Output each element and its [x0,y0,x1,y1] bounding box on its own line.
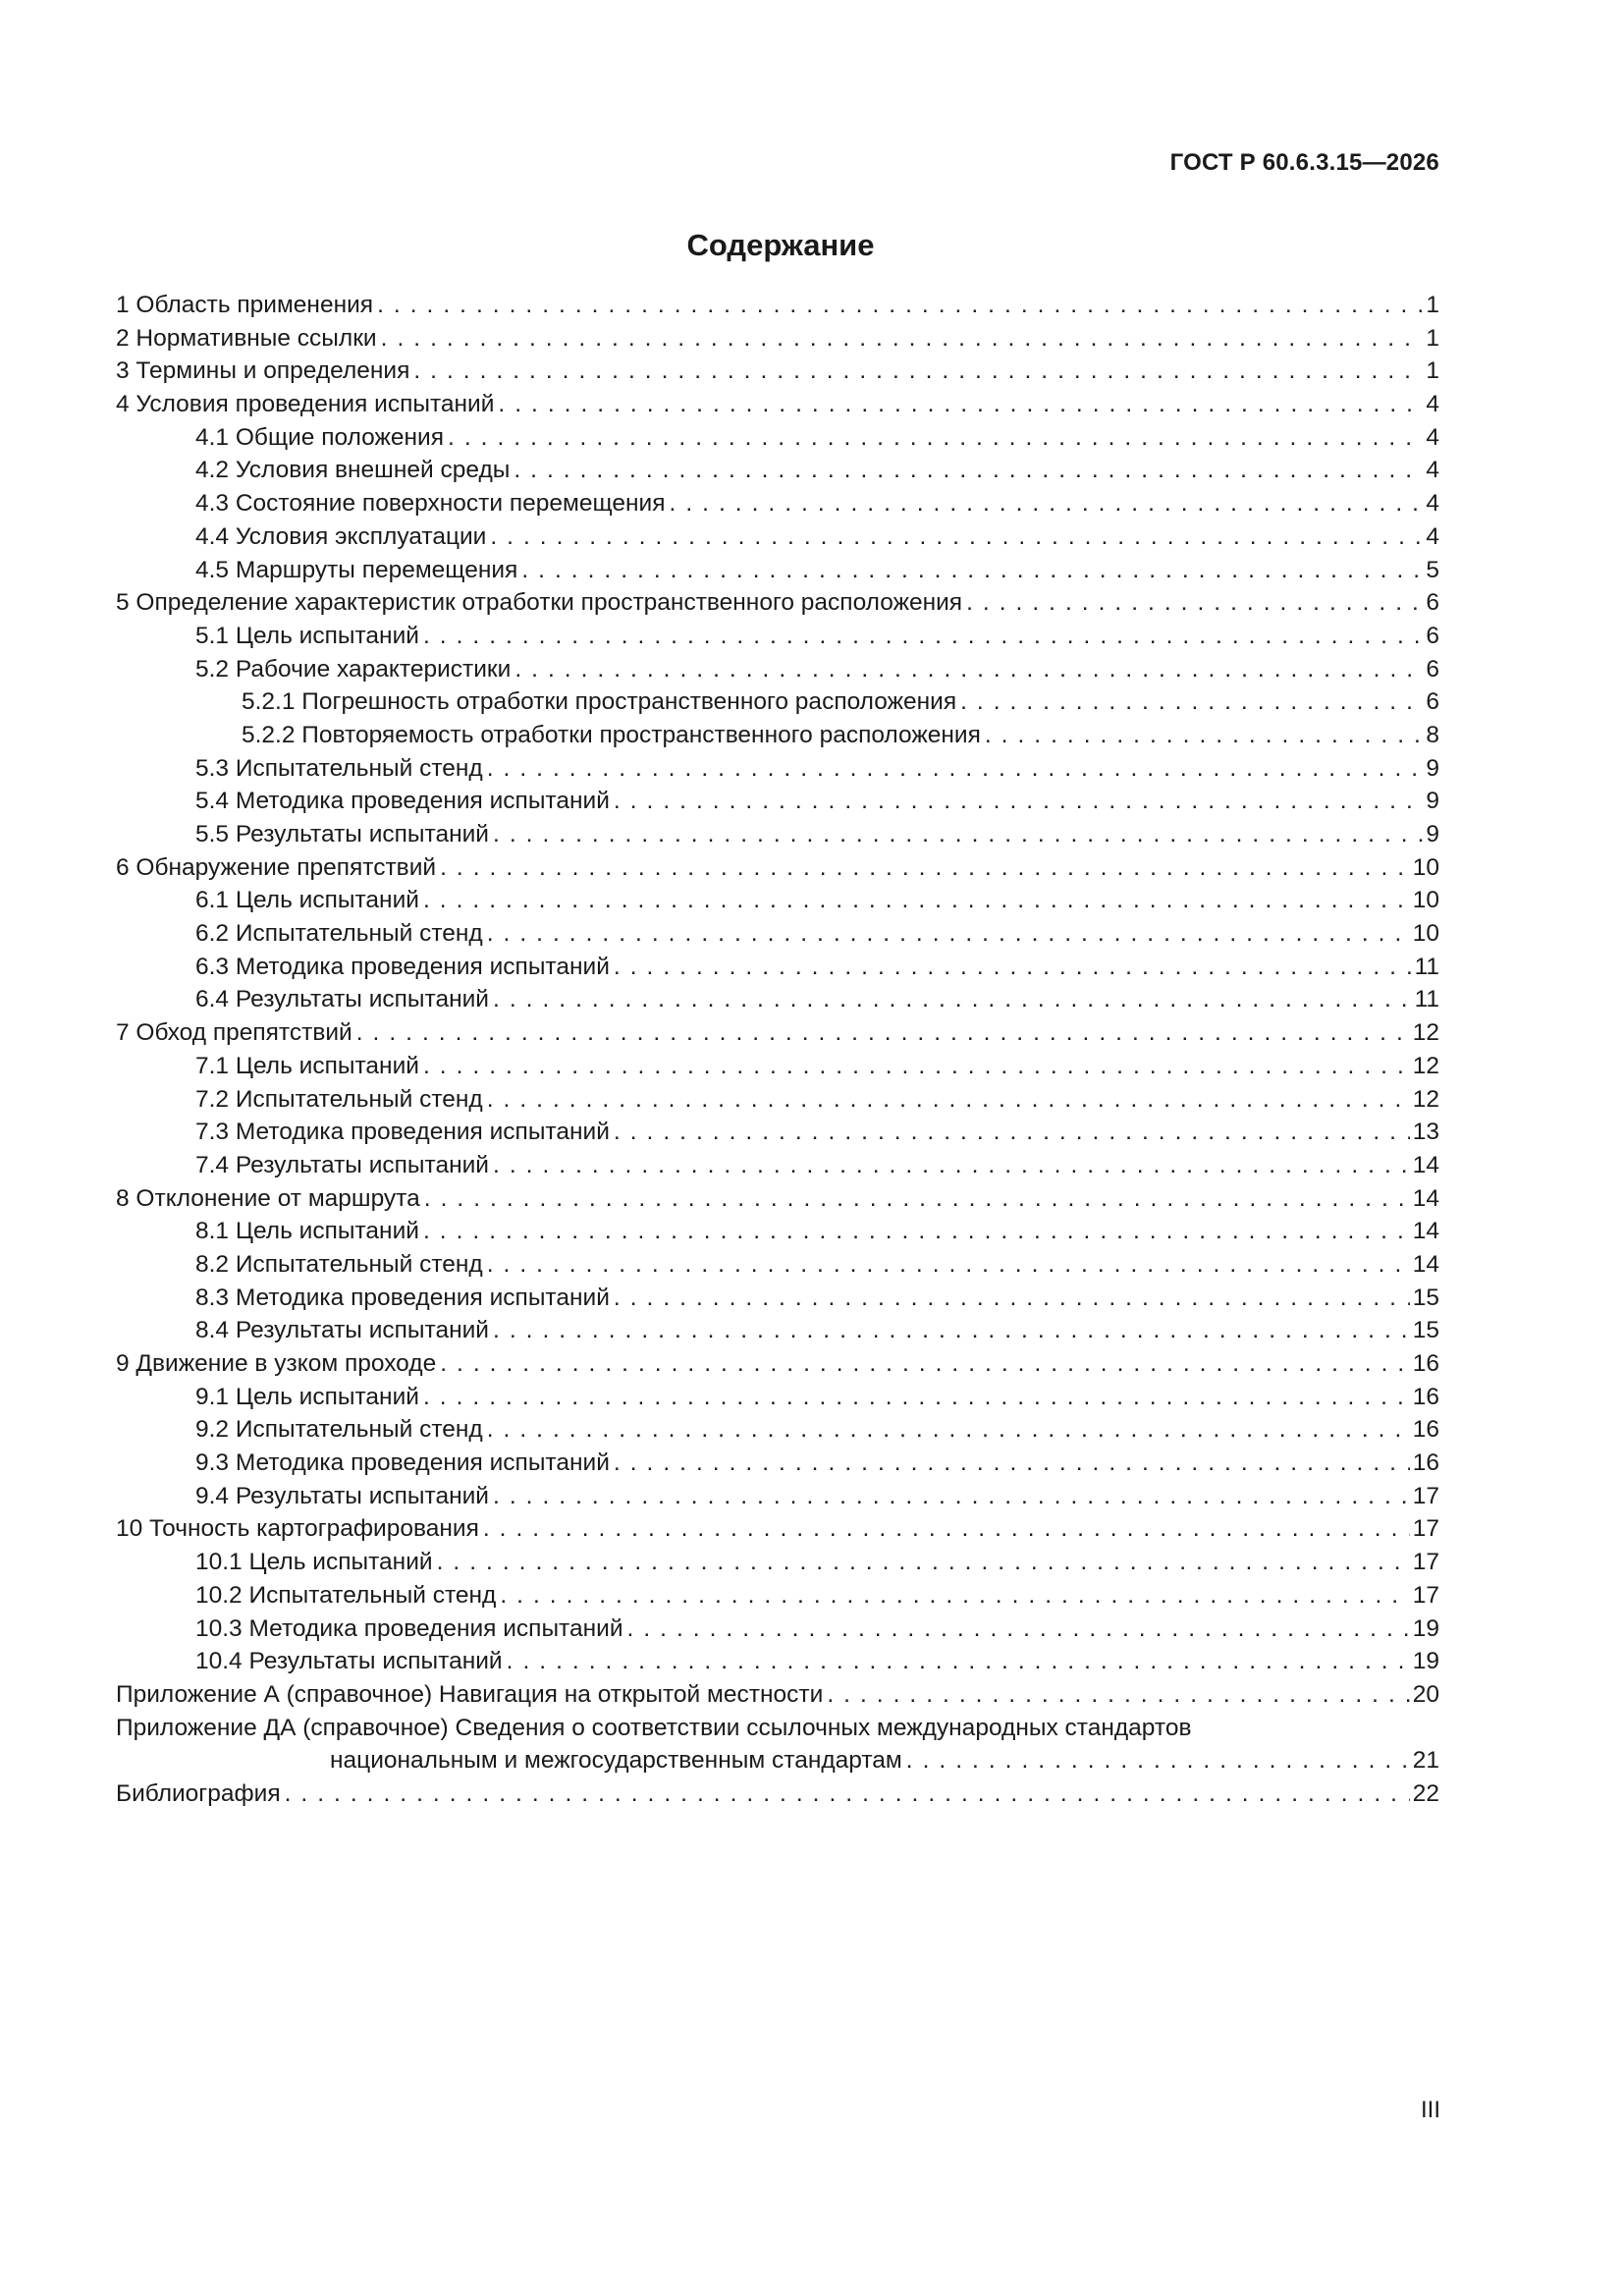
toc-entry[interactable] [116,520,1439,554]
toc-entry-page: 12 [1412,1052,1439,1079]
toc-dot-leader [424,1182,1410,1216]
toc-entry-page: 1 [1426,357,1439,385]
toc-entry[interactable] [116,1744,1439,1777]
toc-entry[interactable] [116,487,1439,520]
toc-dot-leader [381,322,1424,355]
toc-entry-label: 8.4 Результаты испытаний [195,1317,489,1344]
toc-entry-page: 4 [1426,391,1439,418]
toc-entry-label: 4.3 Состояние поверхности перемещения [195,490,666,518]
toc-entry-label: 7 Обход препятствий [116,1019,352,1047]
toc-entry-page: 5 [1426,556,1439,583]
toc-entry[interactable] [116,1512,1439,1546]
toc-entry[interactable] [116,917,1439,951]
toc-entry-label: 10.2 Испытательный стенд [195,1581,497,1609]
toc-dot-leader [670,487,1424,520]
toc-entry-label: 5.3 Испытательный стенд [195,754,483,782]
toc-entry[interactable] [116,1447,1439,1480]
toc-entry-label: 9.1 Цель испытаний [195,1383,419,1410]
toc-dot-leader [423,1381,1410,1414]
toc-entry[interactable] [116,719,1439,752]
toc-dot-leader [493,983,1412,1016]
toc-entry-label: 5.1 Цель испытаний [195,622,419,649]
toc-dot-leader [507,1645,1410,1678]
toc-entry-page: 6 [1426,589,1439,617]
toc-entry-page: 6 [1426,622,1439,649]
toc-dot-leader [483,1512,1410,1546]
toc-entry-page: 11 [1414,953,1439,980]
toc-entry-page: 16 [1412,1350,1439,1377]
toc-entry-label: 6 Обнаружение препятствий [116,853,437,881]
toc-dot-leader [500,1579,1409,1613]
toc-entry-page: 10 [1412,920,1439,948]
toc-entry[interactable] [116,1083,1439,1117]
toc-entry-label: 4.4 Условия эксплуатации [195,522,487,550]
toc-entry-label: 6.4 Результаты испытаний [195,986,489,1013]
toc-entry-label: 5.2 Рабочие характеристики [195,655,512,683]
toc-entry[interactable] [116,685,1439,719]
toc-dot-leader [514,653,1423,686]
toc-entry-page: 17 [1412,1581,1439,1609]
toc-dot-leader [448,421,1423,455]
toc-entry-label: 7.4 Результаты испытаний [195,1151,489,1178]
page-title: Содержание [686,228,875,262]
toc-dot-leader [498,388,1423,421]
toc-entry-page: 16 [1412,1449,1439,1477]
toc-entry-label: 6.1 Цель испытаний [195,887,419,914]
toc-entry-page: 20 [1412,1680,1439,1708]
toc-entry[interactable] [116,1182,1439,1216]
toc-entry-label: 10 Точность картографирования [116,1515,479,1543]
toc-entry-label: 4 Условия проведения испытаний [116,391,495,418]
toc-entry-label: 5.2.1 Погрешность отработки пространственного расположения [242,688,957,716]
toc-dot-leader [487,1083,1410,1117]
toc-dot-leader [437,1546,1410,1579]
toc-dot-leader [487,1413,1410,1447]
toc-entry-label: 5.4 Методика проведения испытаний [195,788,610,815]
toc-entry-page: 8 [1426,721,1439,748]
toc-entry-page: 12 [1412,1019,1439,1047]
toc-entry[interactable] [116,1777,1439,1811]
toc-entry[interactable] [116,851,1439,885]
toc-entry[interactable] [116,951,1439,984]
toc-entry-label: 10.3 Методика проведения испытаний [195,1614,623,1642]
toc-dot-leader [960,685,1423,719]
toc-entry[interactable] [116,1282,1439,1315]
toc-entry-label: Приложение А (справочное) Навигация на открытой местности [116,1680,824,1708]
toc-dot-leader [493,818,1423,851]
toc-entry[interactable] [116,620,1439,653]
toc-dot-leader [440,851,1410,885]
toc-dot-leader [487,917,1410,951]
toc-dot-leader [285,1777,1410,1811]
toc-entry[interactable] [116,1016,1439,1050]
toc-dot-leader [490,520,1423,554]
toc-dot-leader [423,1215,1410,1248]
toc-entry-page: 4 [1426,423,1439,451]
toc-entry-page: 16 [1412,1383,1439,1410]
toc-dot-leader [487,752,1424,786]
toc-entry[interactable] [116,884,1439,917]
toc-entry-label: 7.2 Испытательный стенд [195,1085,483,1113]
toc-entry-page: 19 [1412,1614,1439,1642]
toc-entry[interactable] [116,752,1439,786]
toc-entry-page: 9 [1426,788,1439,815]
toc-entry[interactable] [116,1381,1439,1414]
toc-entry-page: 17 [1412,1515,1439,1543]
toc-entry-label: 2 Нормативные ссылки [116,324,377,352]
toc-entry[interactable] [116,586,1439,620]
toc-entry-label: 8.3 Методика проведения испытаний [195,1284,610,1311]
toc-entry-label: 6.2 Испытательный стенд [195,920,483,948]
toc-entry[interactable] [116,983,1439,1016]
toc-entry[interactable] [116,1613,1439,1646]
toc-entry-page: 14 [1412,1184,1439,1212]
toc-dot-leader [614,1116,1410,1149]
toc-entry-label: 9.4 Результаты испытаний [195,1482,489,1509]
toc-entry[interactable] [116,1314,1439,1347]
toc-entry-page: 9 [1426,821,1439,847]
toc-dot-leader [377,289,1423,322]
toc-entry-label: Приложение ДА (справочное) Сведения о соответствии ссылочных международных стандартов [116,1714,1192,1741]
toc-entry-label: 5 Определение характеристик отработки пространственного расположения [116,589,963,617]
toc-entry-page: 15 [1412,1284,1439,1311]
toc-entry-page: 12 [1412,1085,1439,1113]
toc-entry[interactable] [116,289,1439,322]
toc-dot-leader [440,1347,1410,1381]
toc-entry-page: 1 [1426,292,1439,318]
toc-dot-leader [614,785,1423,818]
toc-entry-page: 9 [1426,754,1439,782]
toc-dot-leader [985,719,1424,752]
toc-entry-page: 4 [1426,490,1439,518]
toc-entry-page: 11 [1414,986,1439,1013]
toc-entry-label: 8.1 Цель испытаний [195,1218,419,1245]
toc-entry-page: 17 [1412,1549,1439,1576]
toc-entry-label: 10.4 Результаты испытаний [195,1648,503,1675]
toc-entry-label: 4.5 Маршруты перемещения [195,556,518,583]
toc-entry[interactable] [116,785,1439,818]
toc-entry[interactable] [116,1248,1439,1282]
toc-entry-page: 19 [1412,1648,1439,1675]
toc-dot-leader [493,1480,1410,1513]
toc-dot-leader [423,884,1410,917]
toc-entry-page: 17 [1412,1482,1439,1509]
toc-entry-label: 3 Термины и определения [116,357,410,385]
toc-entry-label: 9.2 Испытательный стенд [195,1416,483,1444]
toc-entry[interactable] [116,1413,1439,1447]
toc-dot-leader [413,355,1423,388]
toc-entry-label: национальным и межгосударственным стандартам [330,1747,902,1775]
toc-entry[interactable] [116,818,1439,851]
toc-entry-page: 6 [1426,688,1439,716]
toc-entry-label: 9 Движение в узком проходе [116,1350,437,1377]
toc-entry-page: 10 [1412,853,1439,881]
toc-entry-label: 4.2 Условия внешней среды [195,457,511,484]
toc-dot-leader [614,1282,1410,1315]
toc-entry[interactable] [116,454,1439,487]
toc-entry-page: 13 [1412,1119,1439,1146]
toc-entry-label: 5.5 Результаты испытаний [195,821,489,847]
toc-entry-page: 14 [1412,1250,1439,1278]
toc-entry-label: 5.2.2 Повторяемость отработки пространственного расположения [242,721,981,748]
toc-entry-label: 8 Отклонение от маршрута [116,1184,420,1212]
toc-entry[interactable] [116,1546,1439,1579]
toc-entry[interactable] [116,1645,1439,1678]
toc-entry-label: 1 Область применения [116,292,374,318]
toc-entry[interactable] [116,653,1439,686]
toc-entry-page: 15 [1412,1317,1439,1344]
table-of-contents [116,289,1439,1811]
toc-dot-leader [966,586,1423,620]
toc-dot-leader [423,620,1423,653]
toc-entry[interactable] [116,1215,1439,1248]
toc-entry[interactable] [116,1149,1439,1182]
toc-dot-leader [487,1248,1410,1282]
toc-entry-label: 7.3 Методика проведения испытаний [195,1119,610,1146]
toc-entry-page: 10 [1412,887,1439,914]
toc-entry[interactable] [116,1678,1439,1712]
toc-entry-label: 9.3 Методика проведения испытаний [195,1449,610,1477]
toc-entry-page: 16 [1412,1416,1439,1444]
toc-entry[interactable] [116,1712,1439,1745]
toc-entry-label: 7.1 Цель испытаний [195,1052,419,1079]
toc-dot-leader [627,1613,1410,1646]
toc-entry[interactable] [116,1579,1439,1613]
toc-entry-label: 4.1 Общие положения [195,423,445,451]
toc-entry-page: 1 [1426,324,1439,352]
toc-dot-leader [493,1314,1410,1347]
page-number: III [1420,2097,1440,2123]
toc-entry-page: 6 [1426,655,1439,683]
toc-dot-leader [423,1050,1410,1083]
toc-entry[interactable] [116,322,1439,355]
toc-entry-page: 14 [1412,1151,1439,1178]
toc-entry[interactable] [116,1480,1439,1513]
toc-dot-leader [827,1678,1409,1712]
toc-dot-leader [521,554,1423,587]
toc-entry[interactable] [116,421,1439,455]
toc-dot-leader [493,1149,1410,1182]
toc-entry-page: 4 [1426,522,1439,550]
toc-entry[interactable] [116,1050,1439,1083]
toc-entry-page: 21 [1412,1747,1439,1775]
toc-entry-page: 4 [1426,457,1439,484]
document-code: ГОСТ Р 60.6.3.15—2026 [1169,149,1439,176]
toc-dot-leader [614,951,1412,984]
toc-entry[interactable] [116,355,1439,388]
toc-entry[interactable] [116,1116,1439,1149]
toc-dot-leader [514,454,1423,487]
toc-entry-label: 6.3 Методика проведения испытаний [195,953,610,980]
toc-dot-leader [614,1447,1410,1480]
toc-dot-leader [906,1744,1410,1777]
toc-entry[interactable] [116,554,1439,587]
toc-entry-page: 22 [1412,1779,1439,1807]
toc-entry[interactable] [116,388,1439,421]
toc-entry[interactable] [116,1347,1439,1381]
toc-entry-page: 14 [1412,1218,1439,1245]
toc-entry-label: 10.1 Цель испытаний [195,1549,433,1576]
toc-dot-leader [356,1016,1410,1050]
toc-entry-label: Библиография [116,1779,281,1807]
toc-entry-label: 8.2 Испытательный стенд [195,1250,483,1278]
